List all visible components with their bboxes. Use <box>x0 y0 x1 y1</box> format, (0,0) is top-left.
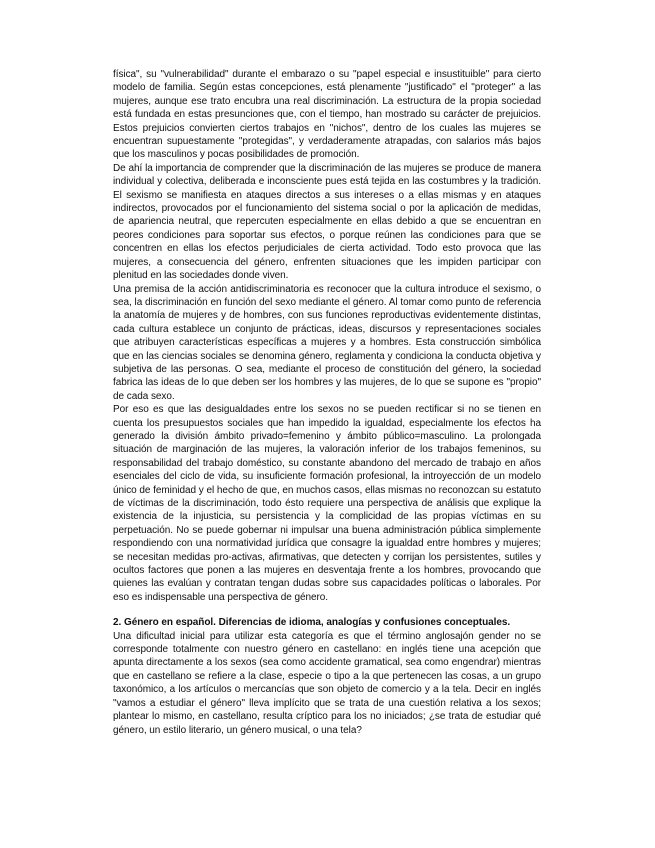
paragraph-discrimination-forms: De ahí la importancia de comprender que la discriminación de las mujeres se produce de manera individual y colectiva, deliberada e inconsciente pues está tejida en las costumbres y la tradición. El sexismo se manifiesta en ataques directos a sus intereses o a ellas mismas y en ataques indirectos, provocados por el funcionamiento del sistema social o por la aplicación de medidas, de apariencia neutral, que repercuten especialmente en ellas debido a que se encuentran en peores condiciones para soportar sus efectos, o porque reúnen las condiciones para que se concentren en ellas los efectos perjudiciales de cierta actividad. Todo esto provoca que las mujeres, a consecuencia del género, enfrenten situaciones que les impiden participar con plenitud en las sociedades donde viven. <box>113 162 541 282</box>
paragraph-antidiscrimination-premise: Una premisa de la acción antidiscriminatoria es reconocer que la cultura introduce el sexismo, o sea, la discriminación en función del sexo mediante el género. Al tomar como punto de referencia la anatomía de mujeres y de hombres, con sus funciones reproductivas evidentemente distintas, cada cultura establece un conjunto de prácticas, ideas, discursos y representaciones sociales que atribuyen características específicas a mujeres y a hombres. Esta construcción simbólica que en las ciencias sociales se denomina género, reglamenta y condiciona la conducta objetiva y subjetiva de las personas. O sea, mediante el proceso de constitución del género, la sociedad fabrica las ideas de lo que deben ser los hombres y las mujeres, de lo que se supone es "propio" de cada sexo. <box>113 283 541 402</box>
paragraph-protection-prejudices: física", su "vulnerabilidad" durante el embarazo o su "papel especial e insustituible" para cierto modelo de familia. Según estas concepciones, está plenamente "justificado" el "proteger" a las mujeres, aunque ese trato encubra una real discriminación. La estructura de la propia sociedad está fundada en estas presunciones que, con el tiempo, han mostrado su carácter de prejuicios. Estos prejuicios convierten ciertos trabajos en "nichos", dentro de los cuales las mujeres se encuentran supuestamente "protegidas", y verdaderamente atrapadas, con salarios más bajos que los masculinos y pocas posibilidades de promoción. <box>113 69 541 161</box>
document-page <box>113 68 541 737</box>
paragraph-gender-spanish: Una dificultad inicial para utilizar esta categoría es que el término anglosajón gender no se corresponde totalmente con nuestro género en castellano: en inglés tiene una acepción que apunta directamente a los sexos (sea como accidente gramatical, sea como engendrar) mientras que en castellano se refiere a la clase, especie o tipo a la que pertenecen las cosas, a un grupo taxonómico, a los artículos o mercancías que son objeto de comercio y a la tela. Decir en inglés "vamos a estudiar el género" lleva implícito que se trata de una cuestión relativa a los sexos; plantear lo mismo, en castellano, resulta críptico para los no iniciados; ¿se trata de estudiar qué género, un estilo literario, un género musical, o una tela? <box>113 630 541 736</box>
paragraph-inequalities: Por eso es que las desigualdades entre los sexos no se pueden rectificar si no se tienen en cuenta los presupuestos sociales que han impedido la igualdad, especialmente los efectos ha generado la división ámbito privado=femenino y ámbito público=masculino. La prolongada situación de marginación de las mujeres, la valoración inferior de los trabajos femeninos, su responsabilidad del trabajo doméstico, su constante abandono del mercado de trabajo en años esenciales del ciclo de vida, su insuficiente formación profesional, la introyección de un modelo único de feminidad y el hecho de que, en muchos casos, ellas mismas no reconozcan su estatuto de víctimas de la discriminación, todo ésto requiere una perspectiva de análisis que explique la existencia de la injusticia, su persistencia y la complicidad de las propias víctimas en su perpetuación. No se puede gobernar ni impulsar una buena administración pública simplemente respondiendo con una normatividad jurídica que consagre la igualdad entre hombres y mujeres; se necesitan medidas pro-activas, afirmativas, que detecten y corrijan los persistentes, sutiles y ocultos factores que ponen a las mujeres en desventaja frente a los hombres, provocando que quienes las evalúan y contratan tengan dudas sobre sus capacidades políticas o laborales. Por eso es indispensable una perspectiva de género. <box>113 404 541 603</box>
section-heading: 2. Género en español. Diferencias de idioma, analogías y confusiones conceptuales. <box>113 617 511 629</box>
